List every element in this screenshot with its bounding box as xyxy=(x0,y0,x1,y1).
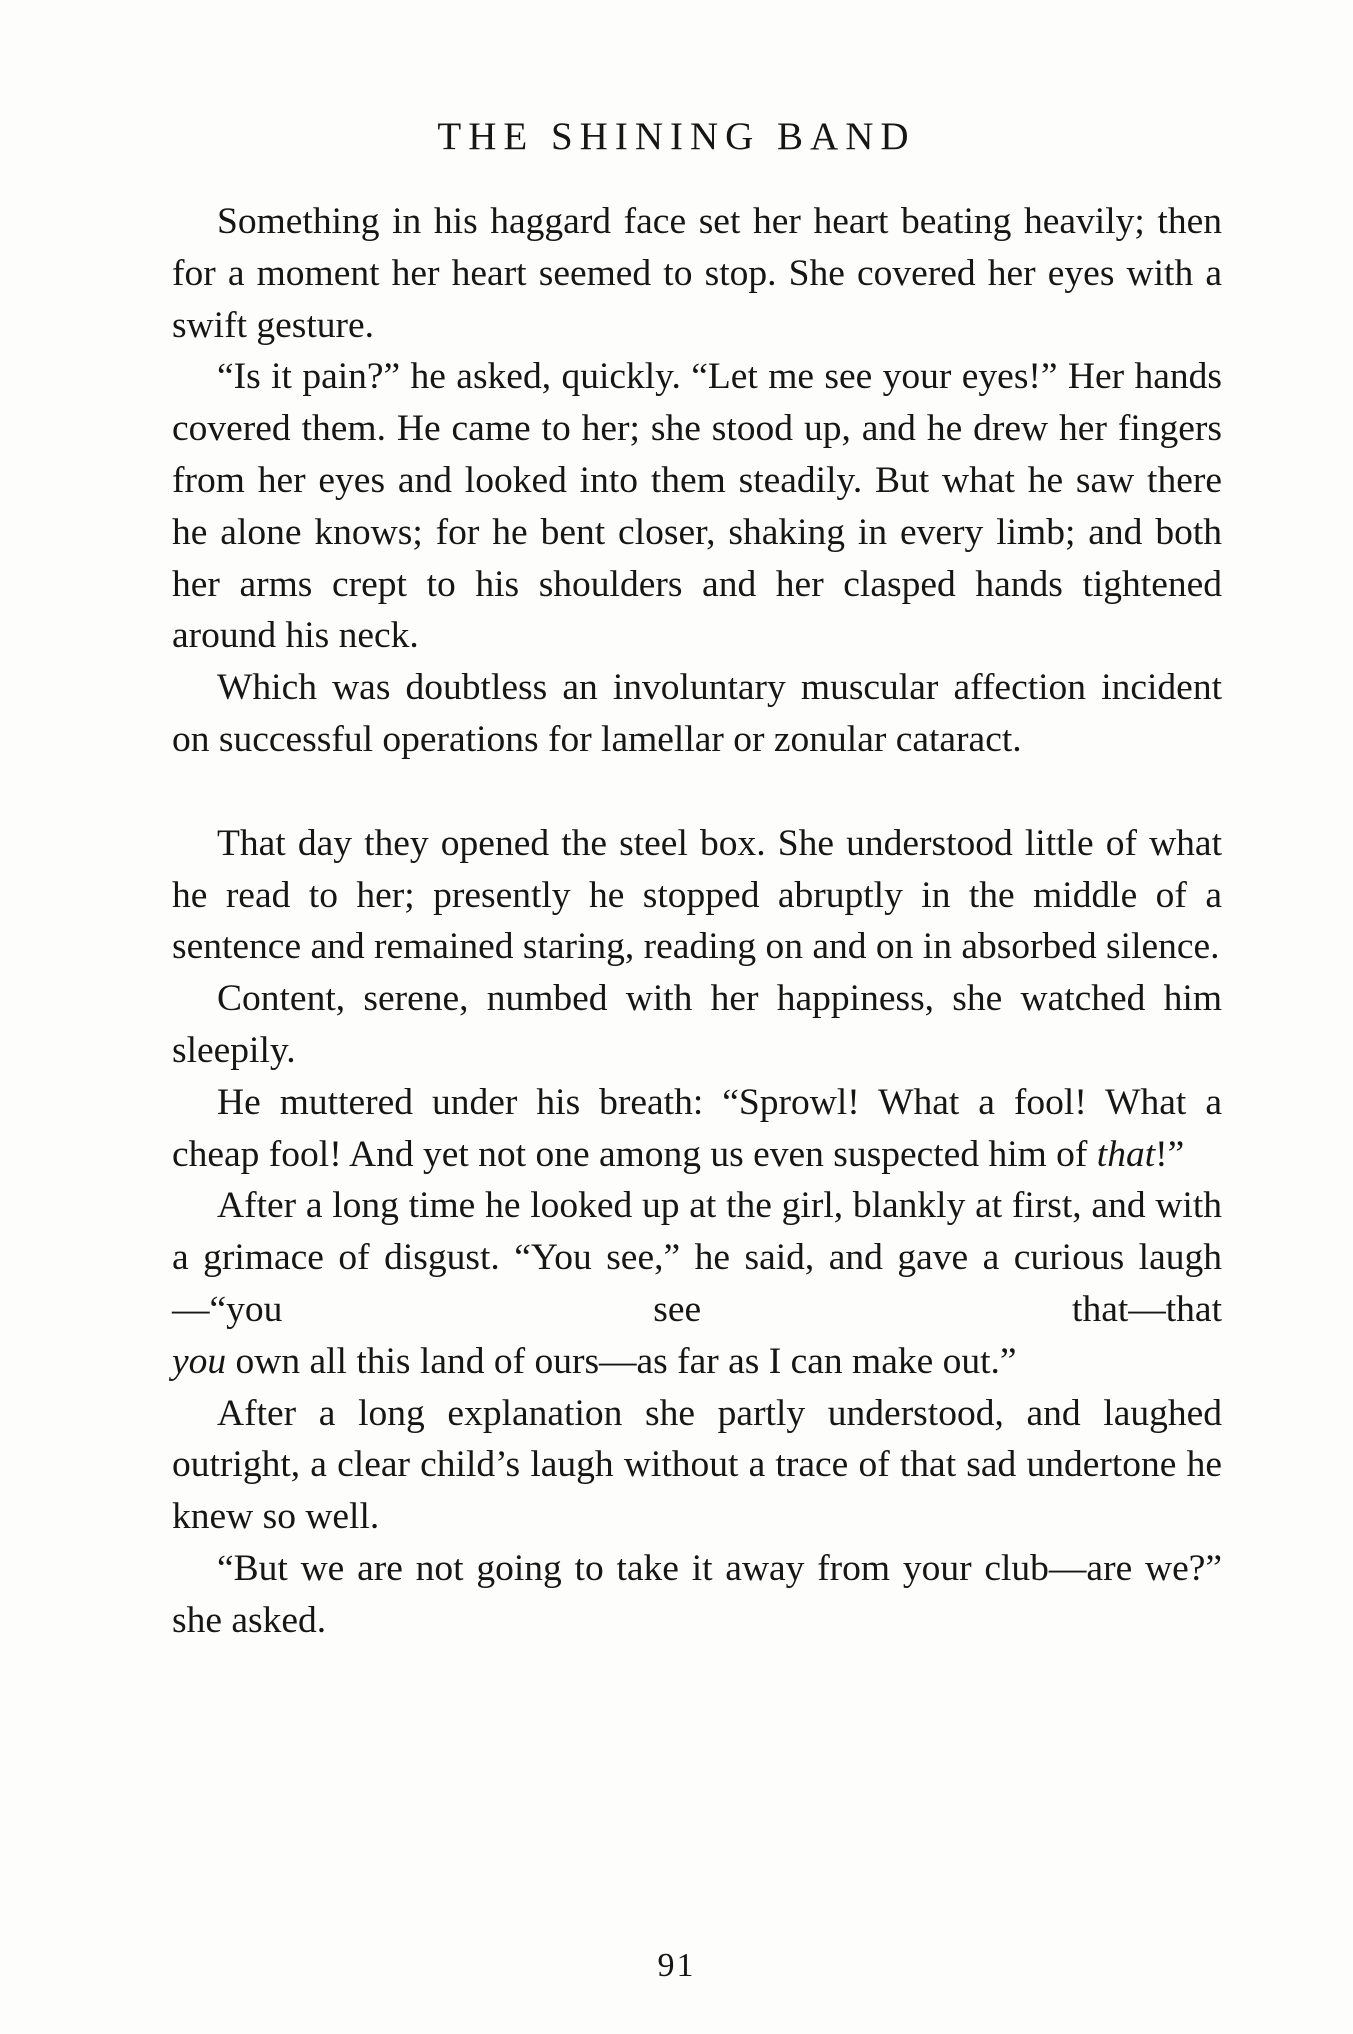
body-text xyxy=(172,196,1222,1647)
paragraph-2: “Is it pain?” he asked, quickly. “Let me see your eyes!” Her hands covered them. He came to her; she stood up, and he drew her fingers from her eyes and looked into them steadily. But what he saw there he alone knows; for he bent closer, shaking in every limb; and both her arms crept to his shoulders and her clasped hands tightened around his neck. xyxy=(172,356,1222,657)
paragraph-9: “But we are not going to take it away from your club—are we?” she asked. xyxy=(172,1547,1222,1641)
paragraph-6-text-after: !” xyxy=(1155,1133,1185,1175)
paragraph-3: Which was doubtless an involuntary muscular affection incident on successful operations for lamellar or zonular cataract. xyxy=(172,667,1222,760)
paragraph-4: That day they opened the steel box. She understood little of what he read to her; presently he stopped abruptly in the middle of a sentence and remained staring, reading on and on in absorbed silence. xyxy=(172,822,1222,968)
paragraph-7-text-after: own all this land of ours—as far as I can make out.” xyxy=(226,1340,1017,1382)
paragraph-1: Something in his haggard face set her heart beating heavily; then for a moment her heart seemed to stop. She covered her eyes with a swift gesture. xyxy=(172,201,1222,346)
paragraph-6-italic: that xyxy=(1096,1133,1156,1175)
paragraph-7-italic: you xyxy=(172,1340,227,1382)
running-head: THE SHINING BAND xyxy=(437,115,916,158)
paragraph-7-text: After a long time he looked up at the girl, blankly at first, and with a grimace of disgust. “You see,” he said, and gave a curious laugh—“you see that—that xyxy=(172,1185,1222,1330)
paragraph-8: After a long explanation she partly understood, and laughed outright, a clear child’s laugh without a trace of that sad undertone he knew so well. xyxy=(172,1392,1222,1538)
page-number: 91 xyxy=(657,1947,696,1984)
paragraph-7 xyxy=(172,1180,1222,1335)
paragraph-7-continuation xyxy=(172,1336,1222,1388)
paragraph-6 xyxy=(172,1077,1222,1181)
paragraph-6-text-before: He muttered under his breath: “Sprowl! What a fool! What a cheap fool! And yet not one among us even suspected him of xyxy=(172,1081,1222,1175)
paragraph-5: Content, serene, numbed with her happiness, she watched him sleepily. xyxy=(172,978,1222,1071)
